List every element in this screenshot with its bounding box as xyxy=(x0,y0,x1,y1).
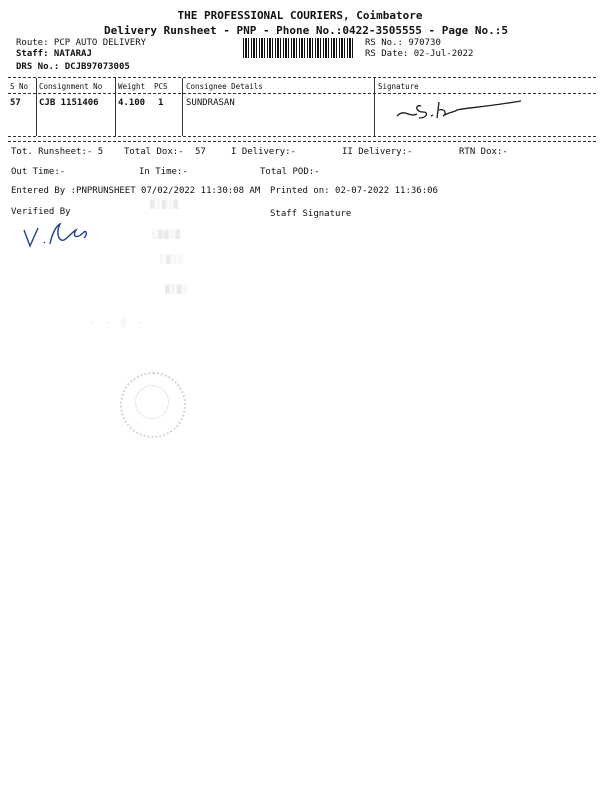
bleed-mark: ░▒░░ xyxy=(160,255,184,264)
total-dox-label: Total Dox:- xyxy=(124,147,184,157)
printed-on: Printed on: 02-07-2022 11:36:06 xyxy=(270,186,438,196)
row-consignee: SUNDRASAN xyxy=(186,98,235,108)
drs-number: DRS No.: DCJB97073005 xyxy=(16,62,130,72)
i-delivery: I Delivery:- xyxy=(231,147,297,157)
bleed-mark: · · ░ · xyxy=(90,318,145,327)
in-time: In Time:- xyxy=(139,167,188,177)
total-dox-value: 57 xyxy=(195,147,206,157)
total-pod: Total POD:- xyxy=(260,167,320,177)
total-runsheet: Tot. Runsheet:- 5 xyxy=(11,147,104,157)
verified-by: Verified By xyxy=(11,207,71,217)
ii-delivery: II Delivery:- xyxy=(342,147,413,157)
barcode xyxy=(243,38,353,58)
bleed-mark: ░▒▒░▒ xyxy=(152,230,182,239)
runsheet-title: Delivery Runsheet - PNP - Phone No.:0422-3505555 - Page No.:5 xyxy=(104,24,508,37)
bleed-mark: ▒░▒░▒ xyxy=(150,200,180,209)
col-header-consignee: Consignee Details xyxy=(186,82,263,91)
col-header-pcs: PCS xyxy=(154,82,168,91)
rs-number: RS No.: 970730 xyxy=(365,38,441,48)
summary-top-rule xyxy=(8,141,596,142)
out-time: Out Time:- xyxy=(11,167,66,177)
col-header-weight: Weight xyxy=(118,82,146,91)
staff-signature-label: Staff Signature xyxy=(270,209,352,219)
entered-by: Entered By :PNPRUNSHEET 07/02/2022 11:30:08 AM xyxy=(11,186,261,196)
recipient-signature xyxy=(395,98,525,122)
rs-date: RS Date: 02-Jul-2022 xyxy=(365,49,474,59)
row-sno: 57 xyxy=(10,98,21,108)
col-header-signature: Signature xyxy=(378,82,419,91)
bleed-mark: ▒░▒░ xyxy=(165,285,189,294)
table-header-rule xyxy=(8,93,596,94)
row-weight: 4.100 xyxy=(118,98,146,108)
col-header-consignment: Consignment No xyxy=(39,82,103,91)
company-title: THE PROFESSIONAL COURIERS, Coimbatore xyxy=(177,9,423,22)
row-consignment: CJB 1151406 xyxy=(39,98,99,108)
table-bottom-rule xyxy=(8,136,596,137)
verifier-signature xyxy=(20,220,92,252)
staff-label: Staff: NATARAJ xyxy=(16,49,92,59)
row-pcs: 1 xyxy=(158,98,164,108)
route-label: Route: PCP AUTO DELIVERY xyxy=(16,38,147,48)
table-top-rule xyxy=(8,77,596,78)
col-header-sno: S No xyxy=(10,82,29,91)
rtn-dox: RTN Dox:- xyxy=(459,147,508,157)
faint-stamp-inner xyxy=(135,385,169,419)
